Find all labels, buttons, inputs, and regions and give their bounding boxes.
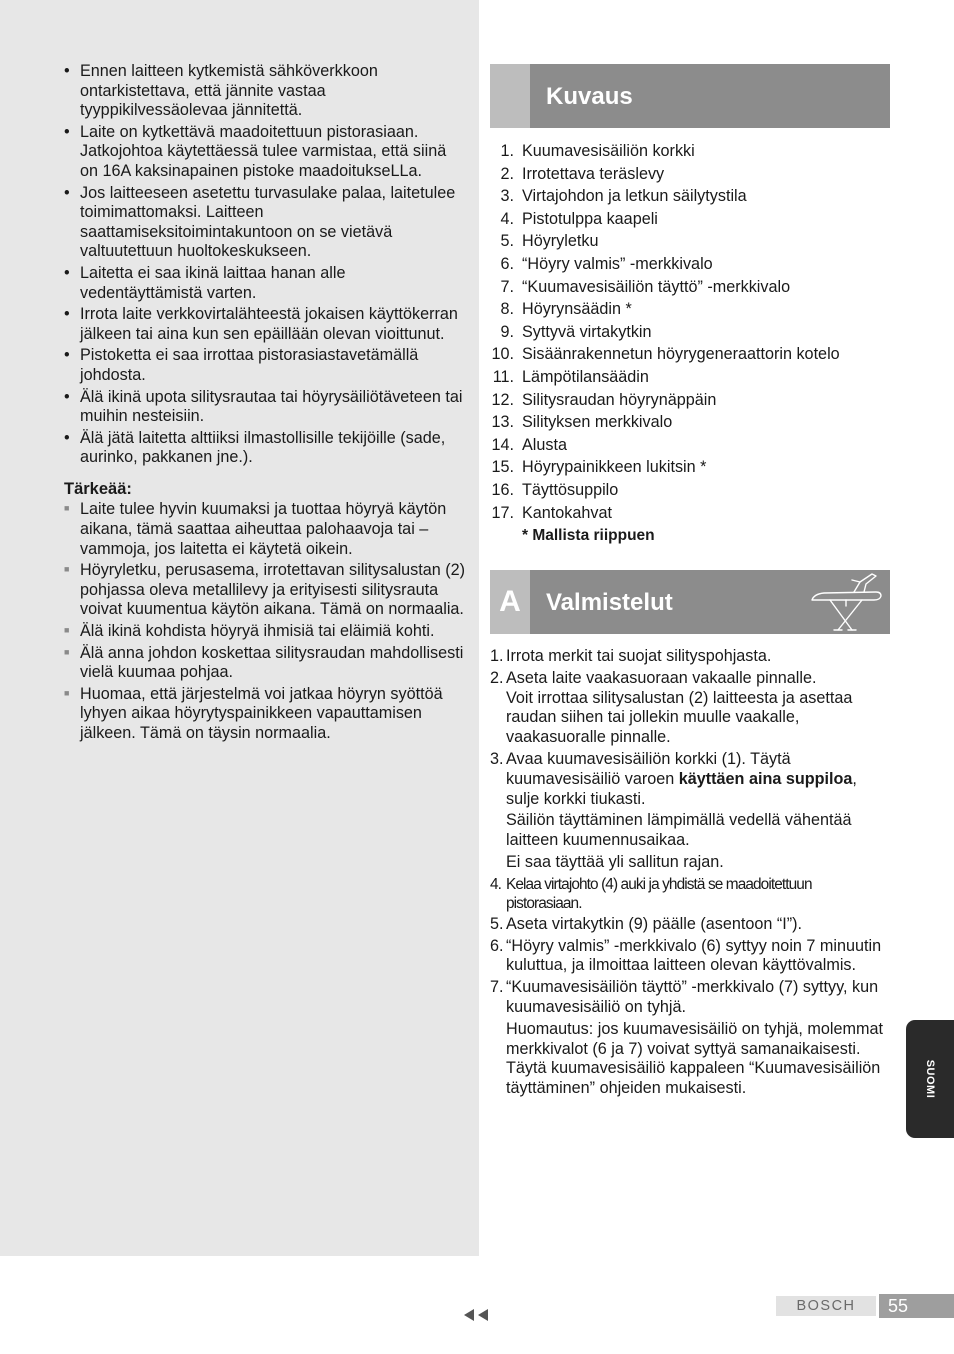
language-label: SUOMI xyxy=(924,1059,936,1099)
step-item: 6. “Höyry valmis” -merkkivalo (6) syttyy noin 7 minuutin kuluttua, ja ilmoittaa laitteen olevan käyttövalmis. xyxy=(490,936,882,975)
list-item: • Ennen laitteen kytkemistä sähköverkkoon ontarkistettava, että jännite vastaa tyyppikilvessäolevaa jännitettä. xyxy=(62,62,466,121)
description-header xyxy=(490,64,890,128)
list-item: 13. Silityksen merkkivalo xyxy=(491,413,673,432)
list-item: • Älä ikinä upota silitysrautaa tai höyrysäiliötäveteen tai muihin nesteisiin. xyxy=(62,388,466,427)
list-item: 6. “Höyry valmis” -merkkivalo xyxy=(500,254,713,273)
safety-list xyxy=(62,62,466,468)
page-number: 55 xyxy=(879,1294,954,1318)
description-title: Kuvaus xyxy=(546,83,633,110)
step-paragraph: Huomautus: jos kuumavesisäiliö on tyhjä, molemmat merkkivalot (6 ja 7) voivat syttyä samanaikaisesti. Täytä kuumavesisäiliö kappaleen “Kuumavesisäiliön täyttäminen” ohjeiden mukaisesti. xyxy=(506,1019,883,1098)
list-item: ■ Älä ikinä kohdista höyryä ihmisiä tai eläimiä kohti. xyxy=(62,622,466,642)
list-item: 17. Kantokahvat xyxy=(491,503,612,522)
step-item: 4. Kelaa virtajohto (4) auki ja yhdistä se maadoitettuun pistorasiaan. xyxy=(490,875,812,912)
list-item: • Pistoketta ei saa irrottaa pistorasiastavetämällä johdosta. xyxy=(62,346,466,385)
list-item: 1. Kuumavesisäiliön korkki xyxy=(500,142,695,160)
language-tab xyxy=(906,1020,954,1138)
list-item: • Laitetta ei saa ikinä laittaa hanan alle vedentäyttämistä varten. xyxy=(62,264,466,303)
parts-list xyxy=(490,140,890,548)
preparation-steps xyxy=(490,647,890,1101)
list-item: • Irrota laite verkkovirtalähteestä jokaisen käyttökerran jälkeen tai aina kun sen epäillään olevan vioittunut. xyxy=(62,305,466,344)
preparation-header xyxy=(490,570,890,634)
list-item: 15. Höyrypainikkeen lukitsin * xyxy=(491,458,707,477)
list-item: • Älä jätä laitetta alttiiksi ilmastollisille tekijöille (sade, aurinko, pakkanen jne.). xyxy=(62,429,466,468)
list-item: 4. Pistotulppa kaapeli xyxy=(500,209,658,228)
list-item: ■ Laite tulee hyvin kuumaksi ja tuottaa höyryä käytön aikana, tämä saattaa aiheuttaa palohaavoja tai –vammoja, jos laitetta ei käytetä oikein. xyxy=(62,500,466,559)
list-item: 11. Lämpötilansäädin xyxy=(492,367,649,386)
step-paragraph: Ei saa täyttää yli sallitun rajan. xyxy=(506,852,724,871)
list-item: 5. Höyryletku xyxy=(500,232,599,251)
list-item: ■ Höyryletku, perusasema, irrotettavan silitysalustan (2) pohjassa oleva metallilevy ja erityisesti silitysrauta voivat kuumentua käytön aikana. Tämä on normaalia. xyxy=(62,561,466,620)
list-item: 16. Täyttösuppilo xyxy=(491,480,619,499)
model-note: * Mallista riippuen xyxy=(522,527,655,545)
list-item: 10. Sisäänrakennetun höyrygeneraattorin kotelo xyxy=(491,345,840,364)
important-list xyxy=(62,500,466,743)
list-item: 2. Irrotettava teräslevy xyxy=(500,164,665,183)
list-item: 12. Silitysraudan höyrynäppäin xyxy=(491,390,717,409)
important-heading: Tärkeää: xyxy=(64,479,132,498)
step-item: 2. Aseta laite vaakasuoraan vakaalle pinnalle. Voit irrottaa silitysalustan (2) laitteesta ja asettaa raudan siihen tai jollekin muulle vaakalle, vaakasuoralle pinnalle. xyxy=(490,668,853,747)
step-item: 1. Irrota merkit tai suojat silityspohjasta. xyxy=(490,647,772,665)
list-item: 14. Alusta xyxy=(491,435,567,454)
ironing-board-icon xyxy=(806,570,886,634)
list-item: 9. Syttyvä virtakytkin xyxy=(500,322,652,341)
list-item: • Laite on kytkettävä maadoitettuun pistorasiaan. Jatkojohtoa käytettäessä tulee varmistaa, että siinä on 16A kaksinapainen pistoke maadoitukseLLa. xyxy=(62,123,466,182)
list-item: • Jos laitteeseen asetettu turvasulake palaa, laitetulee toimimattomaksi. Laitteen saattamiseksitoimintakuntoon on se vietävä valtuutettuun huoltokeskukseen. xyxy=(62,184,466,262)
list-item: ■ Älä anna johdon koskettaa silitysraudan mahdollisesti vielä kuumaa pohjaa. xyxy=(62,644,466,683)
list-item: ■ Huomaa, että järjestelmä voi jatkaa höyryn syöttöä lyhyen aikaa höyrytyspainikkeen vapauttamisen jälkeen. Tämä on täysin normaalia. xyxy=(62,685,466,744)
section-letter: A xyxy=(490,570,530,634)
safety-column xyxy=(62,62,466,746)
step-item: 7. “Kuumavesisäiliön täyttö” -merkkivalo (7) syttyy, kun kuumavesisäiliö on tyhjä. xyxy=(490,978,879,1016)
list-item: 3. Virtajohdon ja letkun säilytystila xyxy=(500,187,747,206)
list-item: 8. Höyrynsäädin * xyxy=(500,300,632,319)
step-paragraph: Säiliön täyttäminen lämpimällä vedellä vähentää laitteen kuumennusaikaa. xyxy=(506,811,852,850)
description-tab xyxy=(490,64,530,128)
step-item: 5. Aseta virtakytkin (9) päälle (asentoon “I”). xyxy=(490,914,802,933)
previous-page-icon[interactable] xyxy=(462,1306,492,1324)
preparation-title: Valmistelut xyxy=(546,589,673,616)
list-item: 7. “Kuumavesisäiliön täyttö” -merkkivalo xyxy=(500,277,791,296)
step-item: 3. Avaa kuumavesisäiliön korkki (1). Täytä kuumavesisäiliö varoen käyttäen aina suppiloa, sulje korkki tiukasti. xyxy=(490,749,857,808)
brand-label: BOSCH xyxy=(776,1296,876,1316)
